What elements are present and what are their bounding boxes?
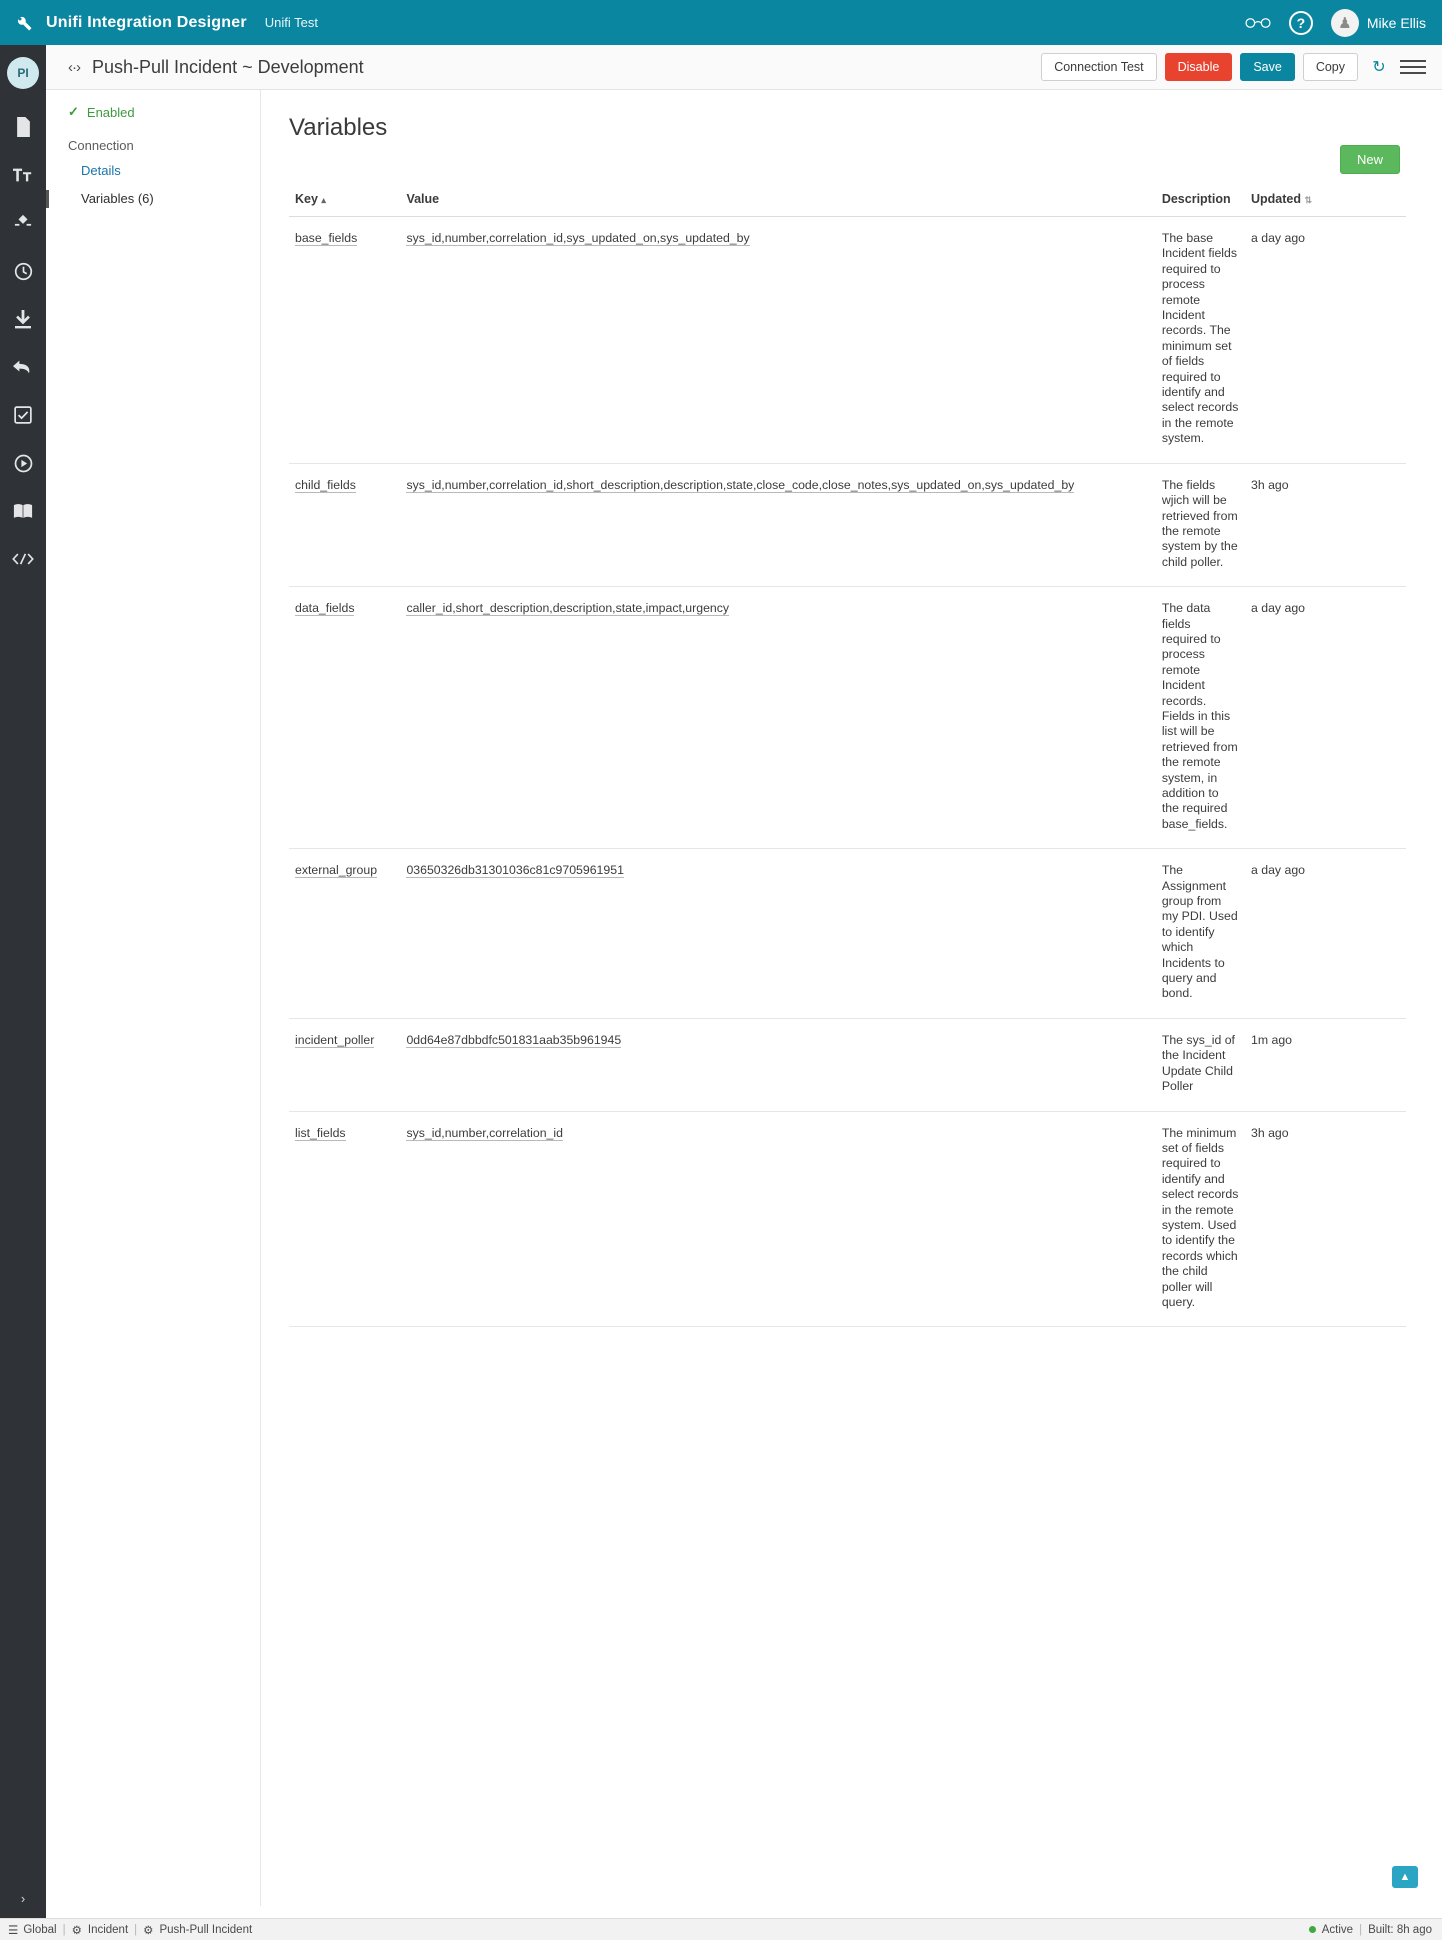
- status-bar-right: [1309, 1924, 1442, 1936]
- new-button[interactable]: New: [1340, 145, 1400, 174]
- download-icon[interactable]: [0, 295, 46, 343]
- sort-asc-icon: ▴: [321, 195, 326, 205]
- cell-value: [400, 217, 1155, 464]
- divider: |: [134, 1923, 138, 1936]
- cell-value: [400, 587, 1155, 849]
- page-breadcrumb-title: Push-Pull Incident ~ Development: [92, 56, 364, 77]
- column-header-key-label: Key: [295, 192, 318, 206]
- key-link[interactable]: list_fields: [295, 1125, 346, 1140]
- scope-label: Global: [23, 1923, 57, 1936]
- value-link[interactable]: sys_id,number,correlation_id,short_description,description,state,close_code,close_notes,sys_updated_on,sys_updated_by: [406, 477, 1075, 492]
- cell-key: [289, 463, 400, 586]
- active-label: Active: [1321, 1923, 1354, 1936]
- record-subheader: [46, 45, 1442, 90]
- record-sidebar: [46, 90, 261, 1906]
- cell-description: The minimum set of fields required to identify and select records in the remote system. Used to identify the records which the child poller will query.: [1156, 1111, 1245, 1327]
- variables-table: [289, 192, 1406, 1327]
- top-header: [0, 0, 1442, 45]
- scroll-to-top-button[interactable]: ▲: [1392, 1866, 1418, 1888]
- table-row[interactable]: [289, 463, 1406, 586]
- main-content: [261, 90, 1442, 1906]
- cell-updated: 1m ago: [1245, 1018, 1406, 1111]
- icon-rail: [0, 45, 46, 1940]
- instance-label: Unifi Test: [264, 15, 319, 30]
- avatar: ♟: [1331, 9, 1359, 37]
- value-link[interactable]: sys_id,number,correlation_id: [406, 1125, 563, 1140]
- value-link[interactable]: caller_id,short_description,description,state,impact,urgency: [406, 601, 730, 616]
- record-actions: [1041, 53, 1442, 81]
- page-title: Variables: [289, 114, 388, 141]
- play-icon[interactable]: [0, 439, 46, 487]
- cell-key: [289, 217, 400, 464]
- table-row[interactable]: [289, 1111, 1406, 1327]
- active-status-dot: [1309, 1926, 1316, 1933]
- status-bar: [0, 1918, 1442, 1940]
- key-link[interactable]: external_group: [295, 863, 378, 878]
- divider: |: [62, 1923, 66, 1936]
- user-name: Mike Ellis: [1366, 14, 1426, 31]
- cell-key: [289, 587, 400, 849]
- cell-key: [289, 1018, 400, 1111]
- table-row[interactable]: [289, 217, 1406, 464]
- wrench-icon[interactable]: [0, 13, 46, 32]
- cell-updated: 3h ago: [1245, 463, 1406, 586]
- value-link[interactable]: 0dd64e87dbbdfc501831aab35b961945: [406, 1032, 622, 1047]
- diamond-icon[interactable]: [0, 199, 46, 247]
- cell-updated: a day ago: [1245, 587, 1406, 849]
- table-row[interactable]: [289, 849, 1406, 1019]
- book-icon[interactable]: [0, 487, 46, 535]
- value-link[interactable]: 03650326db31301036c81c9705961951: [406, 863, 624, 878]
- undo-icon[interactable]: [0, 343, 46, 391]
- cell-value: [400, 463, 1155, 586]
- column-header-value[interactable]: Value: [400, 192, 1155, 217]
- cell-value: [400, 1018, 1155, 1111]
- text-format-icon[interactable]: [0, 151, 46, 199]
- connection-test-button[interactable]: Connection Test: [1041, 53, 1156, 81]
- back-icon[interactable]: ‹·›: [68, 58, 80, 76]
- key-link[interactable]: child_fields: [295, 477, 356, 492]
- column-header-description[interactable]: Description: [1156, 192, 1245, 217]
- cell-value: [400, 849, 1155, 1019]
- built-label: Built: 8h ago: [1368, 1923, 1432, 1936]
- key-link[interactable]: base_fields: [295, 231, 358, 245]
- enabled-label: Enabled: [86, 104, 135, 120]
- rail-profile-avatar[interactable]: PI: [7, 57, 39, 89]
- column-header-key[interactable]: [289, 192, 400, 217]
- record-label: Push-Pull Incident: [159, 1923, 253, 1936]
- help-icon[interactable]: ?: [1289, 11, 1313, 35]
- gear-icon: ⚙: [143, 1924, 154, 1937]
- key-link[interactable]: data_fields: [295, 601, 355, 616]
- cell-updated: 3h ago: [1245, 1111, 1406, 1327]
- status-badge: [46, 90, 260, 120]
- value-link[interactable]: sys_id,number,correlation_id,sys_updated_on,sys_updated_by: [406, 231, 750, 245]
- key-link[interactable]: incident_poller: [295, 1032, 375, 1047]
- refresh-icon[interactable]: ↻: [1366, 54, 1392, 80]
- sort-toggle-icon: ⇅: [1304, 195, 1313, 205]
- column-header-updated[interactable]: [1245, 192, 1406, 217]
- user-menu[interactable]: [1331, 9, 1426, 37]
- cell-description: The base Incident fields required to process remote Incident records. The minimum set of fields required to identify and select records in the remote system.: [1156, 217, 1245, 464]
- checklist-icon[interactable]: [0, 391, 46, 439]
- sidebar-item-variables[interactable]: Variables (6): [46, 190, 260, 208]
- hamburger-icon[interactable]: [1400, 60, 1426, 74]
- document-icon[interactable]: [0, 103, 46, 151]
- cell-updated: a day ago: [1245, 849, 1406, 1019]
- copy-button[interactable]: Copy: [1303, 53, 1358, 81]
- top-header-actions: [1245, 9, 1442, 37]
- clock-icon[interactable]: [0, 247, 46, 295]
- cell-key: [289, 849, 400, 1019]
- cell-key: [289, 1111, 400, 1327]
- gear-icon: ⚙: [71, 1924, 82, 1937]
- sidebar-item-details[interactable]: Details: [81, 163, 121, 178]
- table-label: Incident: [87, 1923, 129, 1936]
- table-header-row: [289, 192, 1406, 217]
- cell-description: The data fields required to process remote Incident records. Fields in this list will be retrieved from the remote system, in addition to the required base_fields.: [1156, 587, 1245, 849]
- code-icon[interactable]: [0, 535, 46, 583]
- divider: |: [1359, 1923, 1363, 1936]
- column-header-updated-label: Updated: [1250, 192, 1301, 206]
- check-icon: ✓: [68, 104, 79, 119]
- disable-button[interactable]: Disable: [1165, 53, 1233, 81]
- glasses-icon[interactable]: [1245, 15, 1271, 31]
- cell-updated: a day ago: [1245, 217, 1406, 464]
- new-button-wrapper: [1340, 145, 1400, 174]
- status-bar-left: [0, 1923, 252, 1937]
- cell-description: The Assignment group from my PDI. Used to identify which Incidents to query and bond.: [1156, 849, 1245, 1019]
- save-button[interactable]: Save: [1240, 53, 1295, 81]
- grid-icon[interactable]: ☰: [8, 1924, 18, 1937]
- variables-table-body: [289, 217, 1406, 1327]
- cell-value: [400, 1111, 1155, 1327]
- cell-description: The sys_id of the Incident Update Child Poller: [1156, 1018, 1245, 1111]
- app-title: Unifi Integration Designer: [46, 13, 247, 31]
- cell-description: The fields wjich will be retrieved from the remote system by the child poller.: [1156, 463, 1245, 586]
- rail-expand-button[interactable]: ›: [20, 1891, 26, 1906]
- table-row[interactable]: [289, 1018, 1406, 1111]
- table-row[interactable]: [289, 587, 1406, 849]
- connection-section-label: Connection: [68, 138, 134, 153]
